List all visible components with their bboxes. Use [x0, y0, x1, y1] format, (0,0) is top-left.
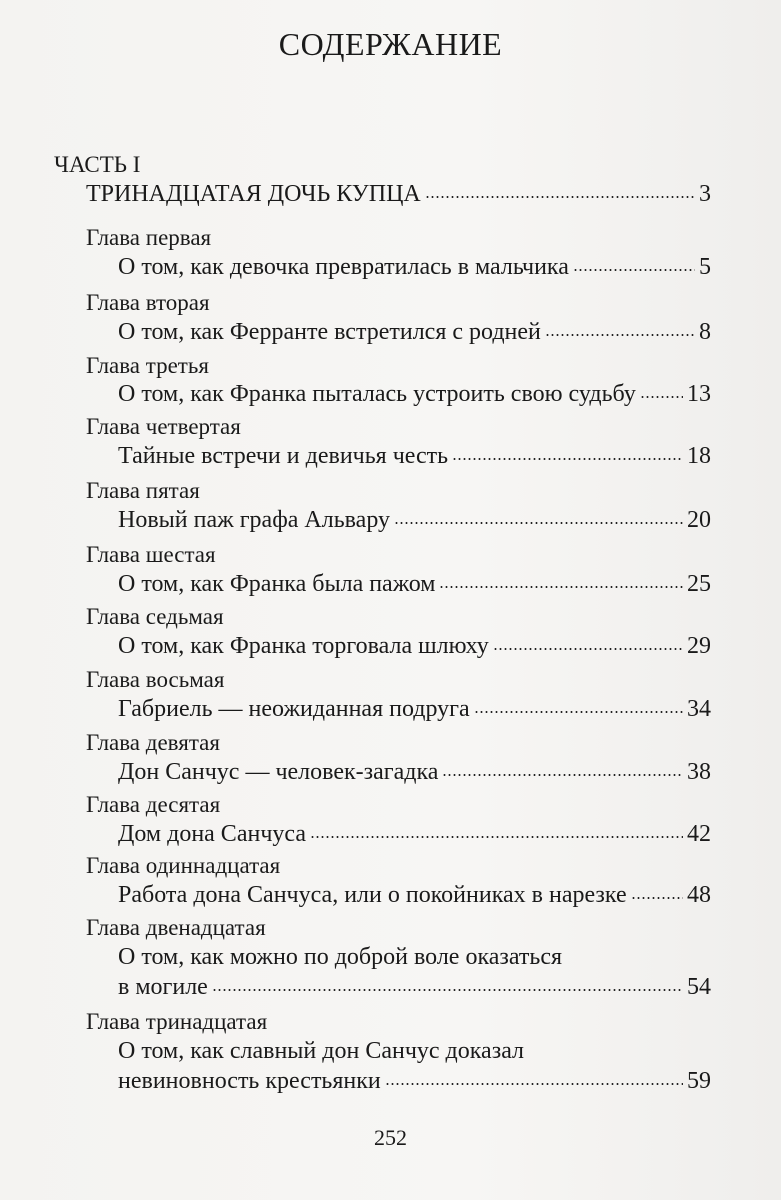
- entry-page: 25: [687, 571, 711, 597]
- leader-dots: [493, 648, 683, 650]
- leader-dots: [385, 1083, 683, 1085]
- leader-dots: [439, 586, 683, 588]
- entry-page: 54: [687, 974, 711, 1000]
- toc-entry: [118, 820, 711, 848]
- leader-dots: [573, 269, 695, 271]
- toc-entry: [118, 973, 711, 1001]
- leader-dots: [310, 836, 683, 838]
- leader-dots: [631, 897, 683, 899]
- leader-dots: [394, 522, 683, 524]
- entry-title: Дом дона Санчуса: [118, 821, 306, 847]
- leader-dots: [640, 396, 683, 398]
- entry-title-line1: О том, как славный дон Санчус доказал: [118, 1038, 525, 1064]
- page-title: СОДЕРЖАНИЕ: [278, 26, 503, 62]
- toc-entry: [118, 506, 711, 534]
- entry-title-line1: О том, как можно по доброй воле оказаться: [118, 944, 563, 970]
- entry-page: 20: [687, 507, 711, 533]
- entry-title: Работа дона Санчуса, или о покойниках в нарезке: [118, 882, 627, 908]
- entry-page: 13: [687, 381, 711, 407]
- chapter-heading: Глава третья: [86, 353, 209, 378]
- toc-entry: [118, 881, 711, 909]
- entry-title: О том, как Ферранте встретился с родней: [118, 319, 541, 345]
- chapter-heading: Глава тринадцатая: [86, 1009, 268, 1034]
- entry-page: 42: [687, 821, 711, 847]
- leader-dots: [442, 774, 683, 776]
- entry-title: Новый паж графа Альвару: [118, 507, 391, 533]
- entry-page: 34: [687, 696, 711, 722]
- chapter-heading: Глава восьмая: [86, 667, 225, 692]
- toc-entry: [118, 318, 711, 346]
- toc-entry: [118, 570, 711, 598]
- leader-dots: [212, 989, 683, 991]
- toc-entry: [118, 253, 711, 281]
- page-number: 252: [374, 1125, 407, 1150]
- leader-dots: [452, 458, 683, 460]
- leader-dots: [425, 196, 695, 198]
- toc-entry: [118, 380, 711, 408]
- entry-page: 59: [687, 1068, 711, 1094]
- entry-page: 5: [699, 254, 711, 280]
- entry-title: О том, как Франка торговала шлюху: [118, 633, 489, 659]
- entry-title: невиновность крестьянки: [118, 1068, 381, 1094]
- entry-title: О том, как Франка была пажом: [118, 571, 436, 597]
- chapter-heading: Глава четвертая: [86, 414, 241, 439]
- toc-entry: [86, 180, 711, 208]
- chapter-heading: Глава шестая: [86, 542, 216, 567]
- entry-page: 8: [699, 319, 711, 345]
- entry-title: ТРИНАДЦАТАЯ ДОЧЬ КУПЦА: [86, 181, 421, 207]
- toc-entry: [118, 632, 711, 660]
- leader-dots: [545, 334, 695, 336]
- entry-title: Дон Санчус — человек-загадка: [118, 759, 439, 785]
- chapter-heading: Глава вторая: [86, 290, 210, 315]
- toc-entry: [118, 442, 711, 470]
- chapter-heading: Глава седьмая: [86, 604, 224, 629]
- entry-title: Габриель — неожиданная подруга: [118, 696, 470, 722]
- leader-dots: [474, 711, 683, 713]
- entry-page: 29: [687, 633, 711, 659]
- part-heading: ЧАСТЬ I: [54, 152, 141, 177]
- entry-title: О том, как девочка превратилась в мальчика: [118, 254, 569, 280]
- entry-title: Тайные встречи и девичья честь: [118, 443, 449, 469]
- entry-page: 3: [699, 181, 711, 207]
- entry-page: 48: [687, 882, 711, 908]
- chapter-heading: Глава десятая: [86, 792, 221, 817]
- entry-page: 18: [687, 443, 711, 469]
- chapter-heading: Глава первая: [86, 225, 212, 250]
- entry-title: О том, как Франка пыталась устроить свою судьбу: [118, 381, 636, 407]
- chapter-heading: Глава одиннадцатая: [86, 853, 281, 878]
- chapter-heading: Глава пятая: [86, 478, 200, 503]
- entry-page: 38: [687, 759, 711, 785]
- toc-entry: [118, 695, 711, 723]
- toc-entry: [118, 1067, 711, 1095]
- chapter-heading: Глава девятая: [86, 730, 220, 755]
- entry-title: в могиле: [118, 974, 208, 1000]
- chapter-heading: Глава двенадцатая: [86, 915, 266, 940]
- toc-entry: [118, 758, 711, 786]
